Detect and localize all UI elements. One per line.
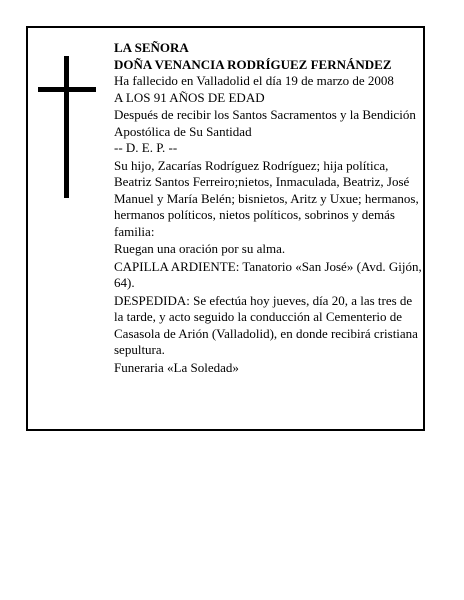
chapel-text: CAPILLA ARDIENTE: Tanatorio «San José» (Avd. Gijón, 64). bbox=[114, 258, 422, 290]
notice-body bbox=[114, 40, 422, 376]
death-line: Ha fallecido en Valladolid el día 19 de marzo de 2008 bbox=[114, 73, 394, 88]
cross-horizontal-bar bbox=[38, 87, 96, 92]
age-line: A LOS 91 AÑOS DE EDAD bbox=[114, 89, 265, 105]
obituary-notice bbox=[26, 26, 425, 431]
deceased-name: DOÑA VENANCIA RODRÍGUEZ FERNÁNDEZ bbox=[114, 56, 392, 72]
notice-title: LA SEÑORA bbox=[114, 40, 189, 55]
rip-text: -- D. E. P. -- bbox=[114, 140, 178, 155]
family-text: Su hijo, Zacarías Rodríguez Rodríguez; hija política, Beatriz Santos Ferreiro;nietos, Inmaculada, Beatriz, José Manuel y María Belén; bisnietos, Aritz y Uxue; hermanos, hermanos políticos, nietos políticos, sobrinos y demás familia: bbox=[114, 157, 419, 239]
cross-vertical-bar bbox=[64, 56, 69, 198]
sacraments-text: Después de recibir los Santos Sacramentos y la Bendición Apostólica de Su Santidad bbox=[114, 107, 416, 139]
farewell-text: DESPEDIDA: Se efectúa hoy jueves, día 20, a las tres de la tarde, y acto seguido la conducción al Cementerio de Casasola de Arión (Valladolid), en donde recibirá cristiana sepultura. bbox=[114, 292, 418, 357]
prayer-text: Ruegan una oración por su alma. bbox=[114, 241, 286, 256]
cross-icon bbox=[38, 56, 96, 198]
funeral-home-text: Funeraria «La Soledad» bbox=[114, 359, 239, 375]
